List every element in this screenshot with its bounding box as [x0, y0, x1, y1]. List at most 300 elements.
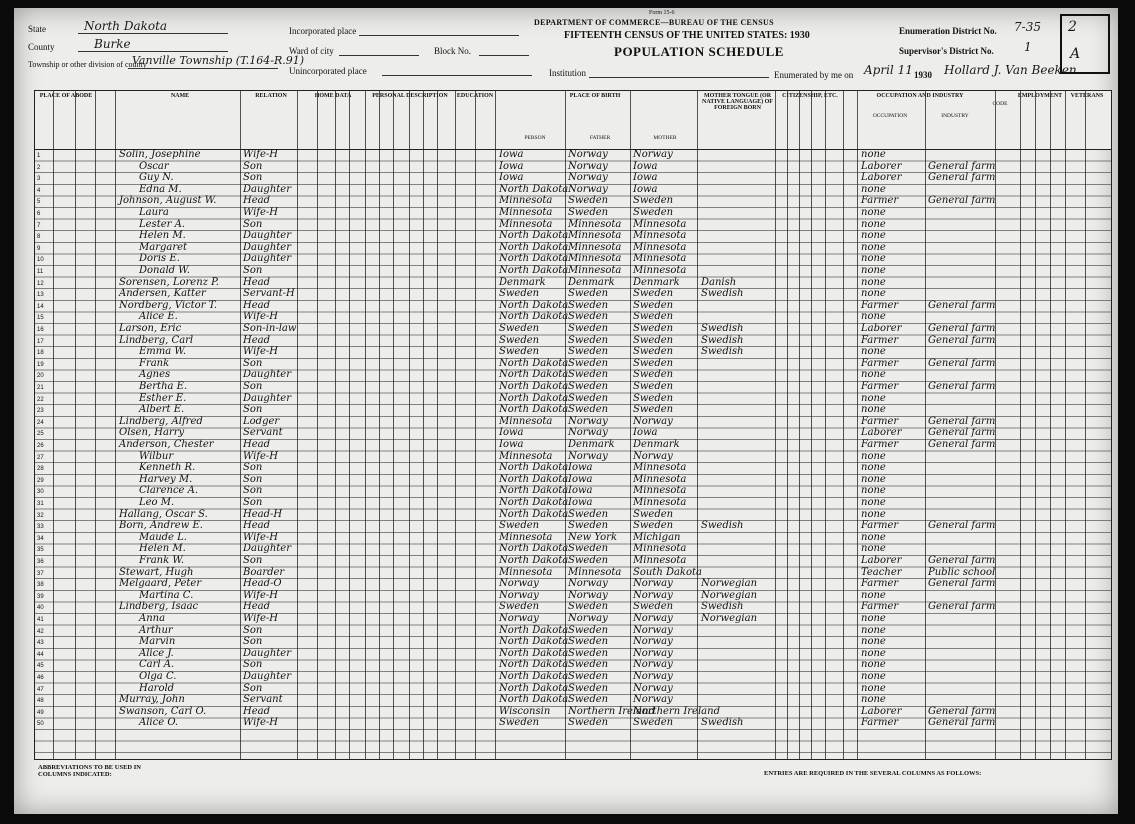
line-number: 47 — [37, 686, 44, 693]
column-divider — [423, 91, 424, 759]
birthplace-father: Minnesota — [568, 218, 622, 230]
relation: Son — [243, 473, 263, 485]
line-number: 36 — [37, 559, 44, 565]
group-name: NAME — [170, 93, 190, 99]
industry: Public school — [928, 566, 996, 578]
birthplace-mother: Norway — [633, 149, 673, 160]
birthplace-mother: Sweden — [633, 311, 674, 323]
person-name: Guy N. — [139, 172, 174, 184]
line-number: 15 — [37, 315, 44, 322]
occupation: Farmer — [861, 717, 899, 729]
township-value: Vanville Township (T.164-R.91) — [132, 54, 305, 67]
relation: Daughter — [243, 183, 291, 195]
birthplace-father: Minnesota — [568, 265, 622, 276]
relation: Head — [243, 334, 271, 346]
person-name: Solin, Josephine — [119, 149, 201, 160]
birthplace-mother: Sweden — [633, 717, 674, 729]
person-name: Born, Andrew E. — [119, 520, 203, 532]
birthplace-person: North Dakota — [499, 647, 569, 659]
birthplace-mother: Norway — [633, 694, 673, 706]
person-name: Agnes — [139, 369, 171, 381]
birthplace-father: Sweden — [568, 601, 609, 613]
industry: General farm — [928, 717, 996, 729]
birthplace-father: Sweden — [568, 323, 609, 334]
birthplace-person: Sweden — [499, 334, 540, 346]
industry: General farm — [928, 578, 996, 590]
relation: Son — [243, 160, 263, 172]
industry: General farm — [928, 415, 996, 427]
line-number: 6 — [37, 211, 41, 217]
birthplace-father: Sweden — [568, 671, 609, 682]
industry: General farm — [928, 195, 996, 207]
occupation: none — [861, 647, 886, 659]
occupation: none — [861, 624, 886, 636]
relation: Son — [243, 555, 263, 566]
birthplace-father: Sweden — [568, 369, 609, 381]
line-number: 12 — [37, 280, 44, 287]
enumerated-year: 1930 — [914, 70, 932, 80]
birthplace-person: Minnesota — [499, 566, 553, 578]
line-number: 30 — [37, 489, 44, 496]
birthplace-mother: Norway — [633, 589, 673, 601]
census-sheet — [14, 8, 1118, 814]
relation: Head — [243, 439, 271, 450]
column-divider — [297, 91, 298, 759]
line-number: 27 — [37, 454, 44, 461]
column-divider — [925, 91, 926, 759]
schedule-title: POPULATION SCHEDULE — [614, 44, 784, 59]
birthplace-mother: Northern Ireland — [633, 705, 720, 717]
birthplace-person: North Dakota — [499, 230, 569, 242]
relation: Son — [243, 497, 263, 508]
line-number: 16 — [37, 327, 44, 333]
line-number: 49 — [37, 709, 44, 716]
birthplace-mother: Sweden — [633, 508, 674, 520]
group-place-of-abode: PLACE OF ABODE — [39, 93, 93, 99]
group-veterans: VETERANS — [1070, 93, 1104, 99]
line-number: 31 — [37, 501, 44, 507]
occupation: Farmer — [861, 415, 899, 427]
birthplace-father: Norway — [568, 589, 608, 601]
occupation: none — [861, 636, 886, 648]
line-number: 35 — [37, 547, 44, 554]
line-number: 25 — [37, 431, 44, 438]
enumerator-name: Hollard J. Van Beeken — [944, 63, 1077, 77]
sheet-footer — [34, 762, 1110, 808]
institution-underline — [589, 77, 769, 78]
birthplace-mother: Iowa — [633, 160, 658, 172]
line-number: 21 — [37, 385, 44, 391]
occupation: none — [861, 404, 886, 416]
line-number: 32 — [37, 512, 44, 519]
person-name: Harvey M. — [139, 473, 193, 485]
relation: Son — [243, 636, 263, 648]
person-name: Esther E. — [139, 392, 187, 404]
birthplace-father: Norway — [568, 149, 608, 160]
column-divider — [437, 91, 438, 759]
institution-label: Institution — [549, 68, 587, 78]
person-name: Murray, John — [119, 694, 185, 706]
birthplace-mother: Sweden — [633, 299, 674, 311]
relation: Daughter — [243, 369, 291, 381]
birthplace-mother: Norway — [633, 450, 673, 462]
column-divider — [995, 91, 996, 759]
person-name: Anna — [139, 613, 166, 624]
occupation: none — [861, 589, 886, 601]
relation: Daughter — [243, 671, 291, 682]
enumerated-date: April 11 — [864, 63, 913, 77]
birthplace-father: Iowa — [568, 497, 593, 508]
person-name: Margaret — [139, 241, 188, 253]
birthplace-person: North Dakota — [499, 369, 569, 381]
birthplace-mother: Norway — [633, 613, 673, 624]
birthplace-father: Sweden — [568, 555, 609, 566]
birthplace-father: Sweden — [568, 682, 609, 694]
state-underline — [78, 33, 228, 34]
birthplace-mother: Denmark — [633, 439, 680, 450]
birthplace-father: Minnesota — [568, 253, 622, 265]
birthplace-person: North Dakota — [499, 183, 569, 195]
mother-tongue: Swedish — [701, 520, 744, 532]
relation: Daughter — [243, 647, 291, 659]
birthplace-person: Sweden — [499, 520, 540, 532]
industry: General farm — [928, 601, 996, 613]
birthplace-person: North Dakota — [499, 636, 569, 648]
birthplace-mother: Norway — [633, 578, 673, 590]
relation: Head — [243, 705, 271, 717]
person-name: Sorensen, Lorenz P. — [119, 276, 219, 288]
relation: Son — [243, 624, 263, 636]
relation: Son — [243, 381, 263, 392]
birthplace-person: Iowa — [499, 427, 524, 439]
industry: General farm — [928, 299, 996, 311]
person-name: Maude L. — [139, 531, 187, 543]
birthplace-person: Wisconsin — [499, 705, 551, 717]
birthplace-mother: Minnesota — [633, 241, 687, 253]
industry: General farm — [928, 172, 996, 184]
line-number: 40 — [37, 605, 44, 612]
relation: Head — [243, 276, 271, 288]
relation: Head-O — [243, 578, 282, 590]
birthplace-mother: Sweden — [633, 392, 674, 404]
birthplace-person: North Dakota — [499, 357, 569, 369]
occupation: Laborer — [861, 323, 902, 334]
occupation: none — [861, 241, 886, 253]
industry: General farm — [928, 357, 996, 369]
column-divider — [1050, 91, 1051, 759]
birthplace-person: North Dakota — [499, 624, 569, 636]
relation: Son — [243, 265, 263, 276]
occupation: none — [861, 207, 886, 218]
column-divider — [75, 91, 76, 759]
relation: Son — [243, 682, 263, 694]
occupation: Laborer — [861, 172, 902, 184]
birthplace-mother: Sweden — [633, 195, 674, 207]
table-row — [35, 718, 1111, 730]
line-number: 7 — [37, 222, 41, 229]
group-personal: PERSONAL DESCRIPTION — [372, 93, 448, 99]
person-name: Arthur — [139, 624, 173, 636]
occupation: Farmer — [861, 439, 899, 450]
line-number: 2 — [37, 164, 41, 171]
relation: Son — [243, 404, 263, 416]
birthplace-mother: Iowa — [633, 183, 658, 195]
birthplace-father: Iowa — [568, 473, 593, 485]
industry: General farm — [928, 555, 996, 566]
column-divider — [697, 91, 698, 759]
relation: Wife-H — [243, 311, 279, 323]
birthplace-mother: Sweden — [633, 207, 674, 218]
occupation: Farmer — [861, 299, 899, 311]
person-name: Swanson, Carl O. — [119, 705, 207, 717]
industry: General farm — [928, 520, 996, 532]
birthplace-father: Sweden — [568, 659, 609, 671]
line-number: 5 — [37, 199, 41, 206]
group-relation: RELATION — [255, 93, 287, 99]
line-number: 11 — [37, 269, 44, 275]
line-number: 4 — [37, 187, 41, 194]
birthplace-mother: Minnesota — [633, 265, 687, 276]
mother-tongue: Swedish — [701, 346, 744, 358]
birthplace-father: Minnesota — [568, 230, 622, 242]
birthplace-person: North Dakota — [499, 659, 569, 671]
birthplace-mother: Minnesota — [633, 253, 687, 265]
column-divider — [630, 91, 631, 759]
occupation: none — [861, 473, 886, 485]
entries-note: ENTRIES ARE REQUIRED IN THE SEVERAL COLUMNS AS FOLLOWS: — [764, 770, 982, 777]
mother-tongue: Swedish — [701, 288, 744, 300]
relation: Head-H — [243, 508, 283, 520]
birthplace-person: Minnesota — [499, 450, 553, 462]
occupation: none — [861, 450, 886, 462]
birthplace-mother: Norway — [633, 659, 673, 671]
birthplace-person: North Dakota — [499, 253, 569, 265]
birthplace-person: Minnesota — [499, 531, 553, 543]
birthplace-father: Sweden — [568, 647, 609, 659]
line-number: 3 — [37, 176, 41, 183]
occupation: Farmer — [861, 601, 899, 613]
occupation: none — [861, 613, 886, 624]
col-industry: INDUSTRY — [941, 113, 969, 119]
relation: Wife-H — [243, 346, 279, 358]
occupation: none — [861, 497, 886, 508]
group-citizenship: CITIZENSHIP, ETC. — [782, 93, 838, 99]
township-underline — [128, 68, 278, 69]
agency-name: DEPARTMENT OF COMMERCE—BUREAU OF THE CENSUS — [534, 18, 774, 27]
birthplace-person: Sweden — [499, 323, 540, 334]
birthplace-person: Denmark — [499, 276, 546, 288]
mother-tongue: Norwegian — [701, 613, 758, 624]
birthplace-father: Minnesota — [568, 241, 622, 253]
supervisor-district-value: 1 — [1024, 40, 1032, 54]
birthplace-person: North Dakota — [499, 299, 569, 311]
person-name: Carl A. — [139, 659, 175, 671]
column-divider — [787, 91, 788, 759]
relation: Daughter — [243, 392, 291, 404]
industry: General farm — [928, 381, 996, 392]
column-divider — [379, 91, 380, 759]
mother-tongue: Norwegian — [701, 589, 758, 601]
birthplace-person: North Dakota — [499, 682, 569, 694]
line-number: 22 — [37, 396, 44, 403]
birthplace-father: Norway — [568, 183, 608, 195]
birthplace-person: Minnesota — [499, 195, 553, 207]
line-number: 45 — [37, 663, 44, 670]
birthplace-mother: Minnesota — [633, 497, 687, 508]
birthplace-father: Norway — [568, 160, 608, 172]
person-name: Doris E. — [139, 253, 180, 265]
birthplace-person: North Dakota — [499, 311, 569, 323]
occupation: none — [861, 462, 886, 474]
enumeration-district-value: 7-35 — [1014, 20, 1041, 34]
group-home-data: HOME DATA — [314, 93, 352, 99]
column-divider — [811, 91, 812, 759]
enumeration-district-label: Enumeration District No. — [899, 26, 997, 36]
person-name: Lindberg, Isaac — [119, 601, 199, 613]
relation: Wife-H — [243, 589, 279, 601]
column-divider — [857, 91, 858, 759]
industry: General farm — [928, 160, 996, 172]
occupation: none — [861, 276, 886, 288]
person-name: Nordberg, Victor T. — [119, 299, 218, 311]
relation: Wife-H — [243, 149, 279, 160]
person-name: Kenneth R. — [139, 462, 196, 474]
occupation: none — [861, 659, 886, 671]
birthplace-person: North Dakota — [499, 381, 569, 392]
population-table — [34, 90, 1112, 760]
person-name: Larson, Eric — [119, 323, 182, 334]
relation: Servant — [243, 694, 283, 706]
col-occupation: OCCUPATION — [872, 113, 908, 119]
birthplace-person: North Dakota — [499, 462, 569, 474]
birthplace-father: Sweden — [568, 636, 609, 648]
person-name: Leo M. — [139, 497, 175, 508]
birthplace-father: Sweden — [568, 288, 609, 300]
birthplace-father: Sweden — [568, 404, 609, 416]
birthplace-person: Iowa — [499, 149, 524, 160]
relation: Head — [243, 299, 271, 311]
supervisor-district-label: Supervisor's District No. — [899, 46, 994, 56]
birthplace-person: Iowa — [499, 172, 524, 184]
mother-tongue: Swedish — [701, 323, 744, 334]
birthplace-mother: Norway — [633, 671, 673, 682]
group-place-of-birth: PLACE OF BIRTH — [569, 93, 621, 99]
col-code: CODE — [992, 101, 1008, 107]
column-divider — [1035, 91, 1036, 759]
birthplace-mother: Minnesota — [633, 473, 687, 485]
relation: Head — [243, 195, 271, 207]
birthplace-mother: Minnesota — [633, 485, 687, 497]
birthplace-person: Norway — [499, 613, 539, 624]
occupation: none — [861, 392, 886, 404]
col-father: FATHER — [589, 135, 611, 141]
sheet-number-box — [1060, 14, 1110, 74]
occupation: Laborer — [861, 705, 902, 717]
sheet-side: A — [1070, 46, 1081, 62]
occupation: none — [861, 218, 886, 230]
birthplace-father: Sweden — [568, 392, 609, 404]
relation: Servant-H — [243, 288, 295, 300]
relation: Head — [243, 601, 271, 613]
industry: General farm — [928, 323, 996, 334]
birthplace-person: Norway — [499, 589, 539, 601]
line-number: 1 — [37, 153, 41, 159]
relation: Son-in-law — [243, 323, 297, 334]
birthplace-person: North Dakota — [499, 508, 569, 520]
occupation: Farmer — [861, 578, 899, 590]
birthplace-person: Iowa — [499, 439, 524, 450]
column-divider — [53, 91, 54, 759]
birthplace-person: North Dakota — [499, 497, 569, 508]
birthplace-father: Norway — [568, 415, 608, 427]
relation: Daughter — [243, 230, 291, 242]
birthplace-mother: Iowa — [633, 172, 658, 184]
person-name: Helen M. — [139, 230, 186, 242]
birthplace-mother: Norway — [633, 682, 673, 694]
birthplace-father: Norway — [568, 578, 608, 590]
person-name: Helen M. — [139, 543, 186, 555]
relation: Son — [243, 485, 263, 497]
birthplace-person: North Dakota — [499, 671, 569, 682]
birthplace-father: Northern Ireland — [568, 705, 655, 717]
mother-tongue: Norwegian — [701, 578, 758, 590]
person-name: Marvin — [139, 636, 176, 648]
occupation: none — [861, 183, 886, 195]
birthplace-person: Minnesota — [499, 415, 553, 427]
birthplace-mother: Sweden — [633, 369, 674, 381]
birthplace-father: Sweden — [568, 694, 609, 706]
county-value: Burke — [94, 37, 131, 51]
enumerated-label: Enumerated by me on — [774, 70, 854, 80]
line-number: 10 — [37, 257, 44, 264]
mother-tongue: Swedish — [701, 717, 744, 729]
occupation: none — [861, 149, 886, 160]
person-name: Martina C. — [139, 589, 194, 601]
line-number: 43 — [37, 640, 44, 647]
form-number: Form 15-6 — [649, 10, 675, 16]
line-number: 29 — [37, 477, 44, 484]
occupation: none — [861, 485, 886, 497]
table-header — [35, 91, 1111, 150]
mother-tongue: Swedish — [701, 601, 744, 613]
person-name: Alice E. — [139, 311, 178, 323]
person-name: Frank W. — [139, 555, 185, 566]
birthplace-person: Minnesota — [499, 207, 553, 218]
group-mother-tongue: MOTHER TONGUE (OR NATIVE LANGUAGE) OF FOREIGN BORN — [702, 93, 773, 111]
industry: General farm — [928, 427, 996, 439]
line-number: 34 — [37, 535, 44, 542]
industry: General farm — [928, 439, 996, 450]
industry: General farm — [928, 705, 996, 717]
birthplace-person: North Dakota — [499, 555, 569, 566]
state-value: North Dakota — [84, 19, 168, 33]
occupation: Farmer — [861, 195, 899, 207]
county-label: County — [28, 42, 55, 52]
person-name: Lindberg, Carl — [119, 334, 194, 346]
relation: Lodger — [243, 415, 280, 427]
ward-underline — [339, 55, 419, 56]
birthplace-father: Sweden — [568, 520, 609, 532]
birthplace-father: Denmark — [568, 276, 615, 288]
line-number: 14 — [37, 303, 44, 310]
relation: Son — [243, 659, 263, 671]
relation: Son — [243, 462, 263, 474]
occupation: none — [861, 531, 886, 543]
birthplace-father: Sweden — [568, 195, 609, 207]
birthplace-father: New York — [568, 531, 617, 543]
birthplace-father: Denmark — [568, 439, 615, 450]
person-name: Wilbur — [139, 450, 174, 462]
